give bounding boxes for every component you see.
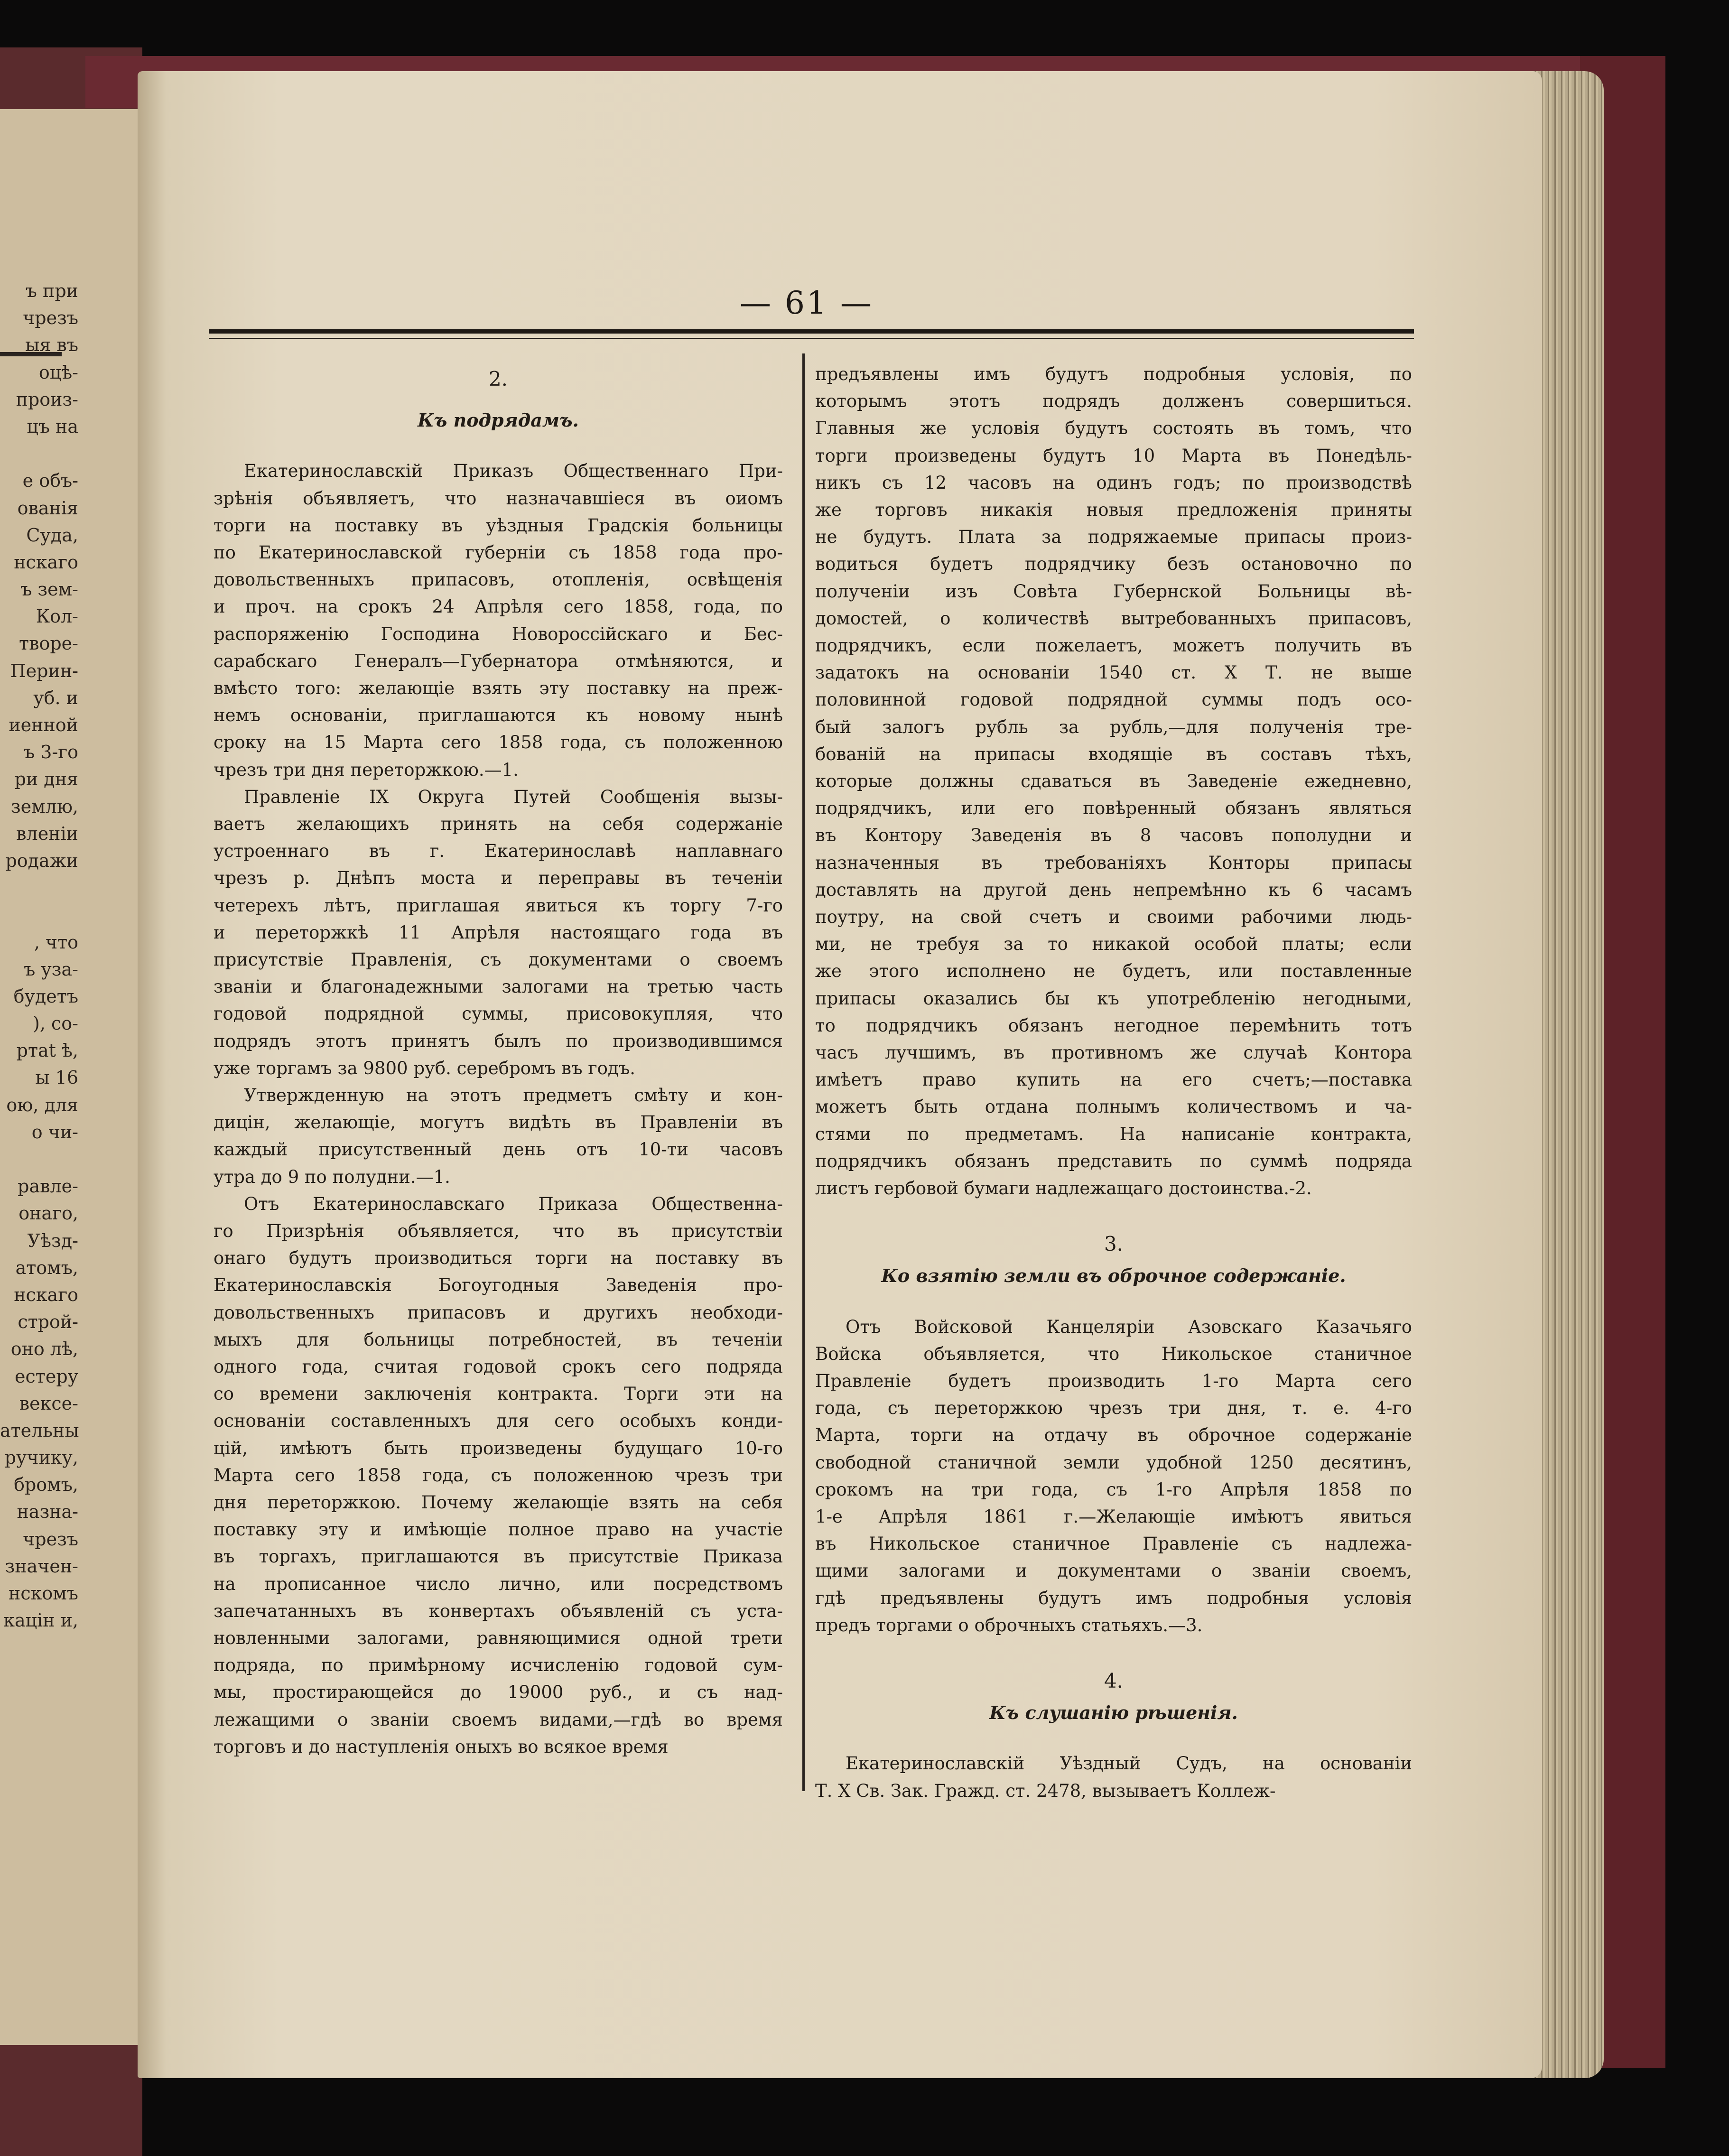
- text-line: подрядчикъ, если пожелаетъ, можетъ получить въ: [815, 635, 1412, 656]
- left-page-fragment: ованія: [17, 497, 78, 519]
- left-page-fragment: ри дня: [14, 769, 78, 790]
- text-line: имѣетъ право купить на его счетъ;—поставка: [815, 1069, 1412, 1090]
- left-page-fragment: атомъ,: [15, 1257, 78, 1278]
- text-line: то подрядчикъ обязанъ негодное перемѣнить тотъ: [815, 1015, 1412, 1036]
- left-page-fragment: е объ-: [22, 470, 78, 492]
- left-page-fragment: ъ уза-: [24, 958, 78, 980]
- text-line: Т. X Св. Зак. Гражд. ст. 2478, вызываетъ Коллеж-: [815, 1780, 1276, 1801]
- left-page-fragment: ъ зем-: [20, 579, 78, 600]
- text-line: вмѣсто того: желающіе взять эту поставку на преж-: [214, 678, 783, 698]
- text-line: мыхъ для больницы потребностей, въ теченіи: [214, 1329, 783, 1350]
- text-line: одного года, считая годовой срокъ сего подряда: [214, 1357, 783, 1377]
- text-line: уже торгамъ за 9800 руб. серебромъ въ годъ.: [214, 1058, 635, 1078]
- text-line: задатокъ на основаніи 1540 ст. X Т. не выше: [815, 662, 1412, 683]
- text-line: часъ лучшимъ, въ противномъ же случаѣ Контора: [815, 1042, 1412, 1063]
- left-page-fragment: нскомъ: [9, 1583, 78, 1604]
- text-line: сроку на 15 Марта сего 1858 года, съ положенною: [214, 732, 783, 753]
- left-page: [0, 109, 145, 2045]
- left-page-fragment: Перин-: [10, 660, 78, 681]
- left-page-fragment: цъ на: [27, 416, 78, 437]
- left-page-fragment: значен-: [5, 1555, 78, 1577]
- left-page-fragment: иенной: [9, 715, 78, 735]
- text-line: же этого исполнено не будетъ, или поставленные: [815, 961, 1412, 982]
- text-line: поставку эту и имѣющіе полное право на участіе: [214, 1519, 783, 1540]
- left-page-fragment: ы 16: [35, 1067, 78, 1088]
- text-line: новленными залогами, равняющимися одной трети: [214, 1628, 783, 1648]
- text-line: листъ гербовой бумаги надлежащаго достоинства.-2.: [815, 1178, 1312, 1199]
- text-line: никъ съ 12 часовъ на одинъ годъ; по производствѣ: [815, 472, 1412, 493]
- left-page-fragment: , что: [34, 931, 78, 953]
- left-page-fragment: назна-: [17, 1501, 78, 1523]
- text-line: присутствіе Правленія, съ документами о своемъ: [214, 949, 783, 970]
- text-line: предъ торгами о оброчныхъ статьяхъ.—3.: [815, 1615, 1203, 1636]
- section-number: 3.: [1104, 1232, 1124, 1256]
- text-line: въ торгахъ, приглашаются въ присутствіе Приказа: [214, 1546, 783, 1567]
- left-page-fragment: Кол-: [36, 606, 78, 627]
- left-page-fragment: оцѣ-: [38, 362, 78, 383]
- text-line: мы, простирающейся до 19000 руб., и съ над-: [214, 1682, 783, 1703]
- text-line: предъявлены имъ будутъ подробныя условія, по: [815, 364, 1412, 384]
- section-heading: Ко взятію земли въ оброчное содержаніе.: [881, 1265, 1346, 1287]
- header-rule: [209, 329, 1414, 334]
- left-page-fragment: ручику,: [4, 1447, 78, 1468]
- left-page-fragment: [0, 901, 142, 929]
- text-line: ми, не требуя за то никакой особой платы; если: [815, 934, 1412, 955]
- left-page-fragments: [0, 278, 142, 1634]
- text-line: чрезъ р. Днѣпъ моста и переправы въ теченіи: [214, 868, 783, 889]
- text-line: не будутъ. Плата за подряжаемые припасы произ-: [815, 527, 1412, 548]
- left-page-fragment: онаго,: [19, 1203, 78, 1224]
- left-page-fragment: ), со-: [33, 1013, 78, 1034]
- text-line: онаго будутъ производиться торги на поставку въ: [214, 1248, 783, 1269]
- left-page-fragment: равле-: [18, 1176, 78, 1197]
- left-page-fragment: Уѣзд-: [27, 1230, 78, 1251]
- text-line: полученіи изъ Совѣта Губернской Больницы вѣ-: [815, 581, 1412, 602]
- text-line: на прописанное число лично, или посредствомъ: [214, 1573, 783, 1594]
- text-line: и проч. на срокъ 24 Апрѣля сего 1858, года, по: [214, 596, 783, 617]
- left-page-fragment: вленіи: [16, 823, 78, 844]
- left-page-fragment: кацін и,: [3, 1610, 78, 1631]
- text-line: основаніи составленныхъ для сего особыхъ конди-: [214, 1411, 783, 1431]
- text-line: половинной годовой подрядной суммы подъ осо-: [815, 689, 1412, 710]
- left-page-fragment: будетъ: [13, 985, 78, 1007]
- text-line: подрядъ этотъ принятъ былъ по производившимся: [214, 1031, 783, 1051]
- left-page-fragment: творе-: [19, 633, 78, 654]
- text-line: утра до 9 по полудни.—1.: [214, 1166, 450, 1187]
- text-line: водиться будетъ подрядчику безъ остановочно по: [815, 554, 1412, 575]
- left-page-fragment: чрезъ: [23, 307, 78, 329]
- text-line: довольственныхъ припасовъ, отопленія, освѣщенія: [214, 569, 783, 590]
- text-line: назначенныя въ требованіяхъ Конторы припасы: [815, 852, 1412, 873]
- text-line: Отъ Войсковой Канцеляріи Азовскаго Казачьяго: [846, 1316, 1412, 1337]
- left-page-fragment: [0, 874, 142, 901]
- text-line: которые должны сдаваться въ Заведеніе ежедневно,: [815, 771, 1412, 791]
- text-line: Марта, торги на отдачу въ оброчное содержаніе: [815, 1425, 1412, 1446]
- left-page-fragment: Суда,: [26, 524, 78, 546]
- text-line: со времени заключенія контракта. Торги эти на: [214, 1384, 783, 1404]
- text-line: дицін, желающіе, могутъ видѣть въ Правленіи въ: [214, 1112, 783, 1133]
- text-line: припасы оказались бы къ употребленію негодными,: [815, 988, 1412, 1009]
- text-line: цій, имѣютъ быть произведены будущаго 10-го: [214, 1438, 783, 1459]
- left-page-fragment: оно лѣ,: [10, 1338, 78, 1360]
- text-line: чрезъ три дня переторжкою.—1.: [214, 759, 519, 780]
- section-heading: Къ слушанію рѣшенія.: [989, 1702, 1238, 1724]
- text-line: Отъ Екатеринославскаго Приказа Общественна-: [244, 1193, 783, 1214]
- text-line: торги произведены будутъ 10 Марта въ Понедѣль-: [815, 445, 1412, 466]
- text-line: распоряженію Господина Новороссійскаго и Бес-: [214, 623, 783, 644]
- text-line: Правленіе будетъ производить 1-го Марта сего: [815, 1371, 1412, 1391]
- text-line: стями по предметамъ. На написаніе контракта,: [815, 1124, 1412, 1144]
- left-page-fragment: родажи: [5, 850, 78, 871]
- text-line: Екатеринославскій Уѣздный Судъ, на основаніи: [846, 1753, 1412, 1774]
- text-line: званіи и благонадежными залогами на третью часть: [214, 976, 783, 997]
- text-line: торги на поставку въ уѣздныя Градскія больницы: [214, 515, 783, 536]
- left-page-fragment: уб. и: [33, 687, 78, 708]
- text-line: домостей, о количествѣ вытребованныхъ припасовъ,: [815, 608, 1412, 629]
- text-line: которымъ этотъ подрядъ долженъ совершиться.: [815, 391, 1412, 412]
- text-line: въ Никольское станичное Правленіе съ надлежа-: [815, 1533, 1412, 1554]
- left-page-fragment: ъ 3-го: [23, 742, 78, 763]
- left-page-fragment: естеру: [15, 1366, 78, 1387]
- text-line: торговъ и до наступленія оныхъ во всякое время: [214, 1736, 669, 1757]
- text-line: устроеннаго въ г. Екатеринославѣ наплавнаго: [214, 841, 783, 862]
- text-line: 1-е Апрѣля 1861 г.—Желающіе имѣютъ явиться: [815, 1506, 1412, 1527]
- text-line: годовой подрядной суммы, присовокупляя, что: [214, 1004, 783, 1024]
- text-line: подрядчикъ, или его повѣренный обязанъ являться: [815, 798, 1412, 819]
- left-page-fragment: о чи-: [31, 1121, 78, 1143]
- left-page-fragment: нскаго: [14, 551, 78, 573]
- text-line: щими залогами и документами о званіи своемъ,: [815, 1561, 1412, 1581]
- text-line: поутру, на свой счетъ и своими рабочими людь-: [815, 907, 1412, 927]
- text-line: ваетъ желающихъ принять на себя содержаніе: [214, 814, 783, 834]
- text-line: Утвержденную на этотъ предметъ смѣту и кон-: [244, 1085, 783, 1106]
- left-page-fragment: ательны: [0, 1420, 79, 1441]
- left-page-fragment: землю,: [10, 796, 78, 817]
- left-page-fragment: произ-: [16, 389, 78, 410]
- text-line: зрѣнія объявляетъ, что назначавшіеся въ оиомъ: [214, 488, 783, 509]
- left-page-fragment: ртаt ѣ,: [16, 1040, 78, 1061]
- text-line: Войска объявляется, что Никольское станичное: [815, 1343, 1412, 1364]
- text-line: Правленіе IX Округа Путей Сообщенія вызы-: [244, 786, 783, 807]
- text-line: довольственныхъ припасовъ и другихъ необходи-: [214, 1302, 783, 1323]
- text-line: немъ основаніи, приглашаются къ новому нынѣ: [214, 705, 783, 726]
- text-line: подрядчикъ обязанъ представить по суммѣ подряда: [815, 1151, 1412, 1171]
- text-line: Екатеринославскія Богоугодныя Заведенія про-: [214, 1275, 783, 1296]
- page-number: — 61 —: [740, 285, 874, 321]
- text-line: гдѣ предъявлены будутъ имъ подробныя условія: [815, 1588, 1412, 1608]
- left-page-fragment: нскаго: [14, 1284, 78, 1305]
- text-line: запечатанныхъ въ конвертахъ объявленій съ уста-: [214, 1600, 783, 1621]
- text-line: доставлять на другой день непремѣнно къ 6 часамъ: [815, 879, 1412, 900]
- left-page-fragment: ъ при: [25, 280, 78, 301]
- text-line: же торговъ никакія новыя предложенія приняты: [815, 500, 1412, 520]
- section-number: 2.: [488, 367, 508, 390]
- text-line: и переторжкѣ 11 Апрѣля настоящаго года въ: [214, 922, 783, 943]
- text-line: лежащими о званіи своемъ видами,—гдѣ во время: [214, 1709, 783, 1730]
- text-line: въ Контору Заведенія въ 8 часовъ пополудни и: [815, 825, 1412, 846]
- left-page-fragment: [0, 1146, 142, 1173]
- column-divider: [802, 353, 805, 1791]
- text-line: можетъ быть отдана полнымъ количествомъ и ча-: [815, 1097, 1412, 1117]
- text-line: четерехъ лѣтъ, приглашая явиться къ торгу 7-го: [214, 895, 783, 916]
- left-page-fragment: вексе-: [19, 1393, 78, 1414]
- text-line: по Екатеринославской губерніи съ 1858 года про-: [214, 542, 783, 563]
- left-page-fragment: ыя въ: [25, 335, 78, 356]
- left-page-fragment: чрезъ: [23, 1528, 78, 1550]
- text-line: Екатеринославскій Приказъ Общественнаго При-: [244, 461, 783, 482]
- text-line: сарабскаго Генералъ—Губернатора отмѣняются, и: [214, 651, 783, 671]
- text-line: бованій на припасы входящіе въ составъ тѣхъ,: [815, 743, 1412, 764]
- text-line: Марта сего 1858 года, съ положенною чрезъ три: [214, 1465, 783, 1486]
- text-line: бый залогъ рубль за рубль,—для полученія тре-: [815, 716, 1412, 737]
- text-line: года, съ переторжкою чрезъ три дня, т. е. 4-го: [815, 1398, 1412, 1419]
- text-line: го Призрѣнія объявляется, что въ присутствіи: [214, 1221, 783, 1241]
- left-page-fragment: бромъ,: [14, 1474, 78, 1496]
- text-line: Главныя же условія будутъ состоять въ томъ, что: [815, 418, 1412, 439]
- left-page-fragment: [0, 440, 142, 467]
- text-line: свободной станичной земли удобной 1250 десятинъ,: [815, 1452, 1412, 1473]
- text-line: срокомъ на три года, съ 1-го Апрѣля 1858 по: [815, 1479, 1412, 1500]
- section-heading: Къ подрядамъ.: [418, 409, 579, 431]
- text-line: каждый присутственный день отъ 10-ти часовъ: [214, 1139, 783, 1160]
- text-line: дня переторжкою. Почему желающіе взять на себя: [214, 1492, 783, 1513]
- text-line: подряда, по примѣрному исчисленію годовой сум-: [214, 1655, 783, 1676]
- left-page-fragment: ою, для: [6, 1094, 78, 1115]
- section-number: 4.: [1104, 1669, 1124, 1692]
- header-rule-thin: [209, 338, 1414, 339]
- left-page-fragment: строй-: [18, 1311, 78, 1333]
